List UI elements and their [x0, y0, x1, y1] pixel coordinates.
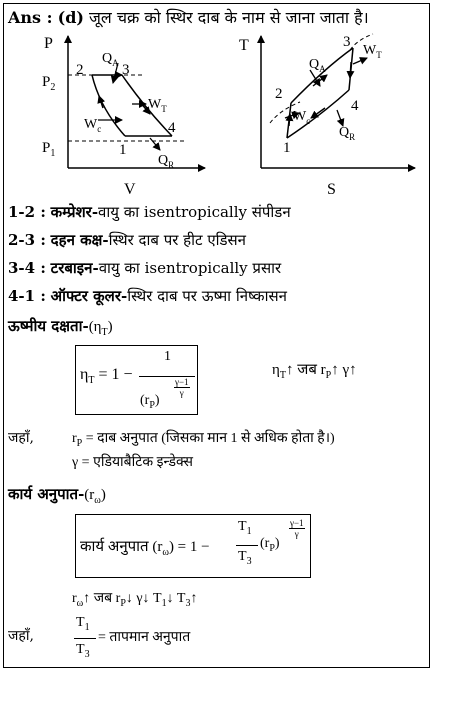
temperature-ratio-denominator: $T_3$ — [76, 642, 90, 660]
ts-label-wt: $W_T$ — [363, 43, 382, 60]
efficiency-denominator: $(r_P)$ — [140, 393, 160, 411]
ts-point-3: 3 — [343, 34, 351, 50]
ts-label-qa: $Q_A$ — [309, 57, 326, 74]
ts-arrow-heat — [313, 75, 327, 86]
work-ratio-lhs: कार्य अनुपात $(r_\omega) = 1$ − — [80, 539, 210, 558]
process-desc: स्थिर दाब पर हीट एडिसन — [108, 231, 246, 249]
work-ratio-denominator: $T_3$ — [238, 549, 252, 567]
temperature-ratio-text: = तापमान अनुपात — [98, 630, 191, 645]
ts-point-2: 2 — [275, 86, 283, 102]
work-ratio-fraction-bar — [236, 545, 258, 546]
answer-prefix: Ans : — [8, 8, 53, 27]
ts-axis-t: T — [239, 37, 249, 54]
ts-label-qr: $Q_R$ — [339, 125, 356, 142]
process-2-3 — [8, 230, 246, 250]
ts-diagram — [225, 28, 430, 200]
pv-label-p2: $P_2$ — [42, 74, 56, 93]
work-ratio-exponent: γ−1 γ — [290, 518, 304, 539]
thermal-efficiency-heading: ऊष्मीय $दक्षता-(\eta_T)$ — [8, 317, 113, 338]
process-4-1 — [8, 286, 287, 306]
process-desc: वायु का isentropically संपीडन — [98, 203, 291, 221]
pv-label-qr: $Q_R$ — [158, 153, 175, 170]
efficiency-exponent: γ−1 γ — [175, 377, 189, 398]
pv-point-4: 4 — [168, 120, 176, 136]
ts-arrow-expand — [350, 62, 351, 78]
process-label: 3-4 : — [8, 259, 46, 277]
process-label: 1-2 : — [8, 203, 46, 221]
pv-axis-v: V — [124, 181, 136, 198]
process-desc: स्थिर दाब पर ऊष्मा निष्कासन — [127, 287, 287, 305]
ts-label-wc: $W_c$ — [293, 109, 311, 126]
temperature-ratio-numerator: $T_1$ — [76, 615, 90, 633]
ts-point-4: 4 — [351, 98, 359, 114]
pv-point-3: 3 — [122, 62, 130, 78]
ts-wt-arrow — [353, 58, 367, 64]
pv-diagram — [0, 28, 220, 200]
efficiency-numerator: 1 — [164, 349, 171, 364]
answer-line — [8, 6, 369, 28]
work-ratio-relation: $r_\omega↑$ जब $r_P↓$ γ↓ $T_1↓$ $T_3↑$ — [72, 591, 198, 609]
ts-axis-s: S — [327, 181, 336, 198]
efficiency-relation: $\eta_T↑$ जब $r_P↑$ γ↑ — [272, 362, 357, 381]
process-desc: वायु का isentropically प्रसार — [98, 259, 282, 277]
process-name: टरबाइन- — [50, 259, 99, 277]
answer-text: जूल चक्र को स्थिर दाब के नाम से जाना जाता है। — [89, 8, 369, 27]
pv-axis-p: P — [44, 35, 53, 52]
process-label: 4-1 : — [8, 287, 46, 305]
work-ratio-rp: $(r_P)$ — [260, 536, 280, 554]
pv-point-2: 2 — [76, 62, 84, 78]
process-label: 2-3 : — [8, 231, 46, 249]
process-name: ऑफ्टर कूलर- — [50, 287, 128, 305]
work-ratio-heading: कार्य $अनुपात-(r_\omega)$ — [8, 485, 106, 506]
where-label-1: जहाँ, — [8, 430, 34, 446]
process-name: दहन कक्ष- — [50, 231, 109, 249]
pv-label-wc: $W_c$ — [84, 117, 102, 134]
ts-point-1: 1 — [283, 140, 291, 156]
pv-label-p1: $P_1$ — [42, 140, 56, 159]
process-name: कम्प्रेशर- — [50, 203, 99, 221]
process-3-4 — [8, 258, 281, 278]
where-rp-definition: $r_P$ = दाब अनुपात (जिसका मान 1 से अधिक होता है।) — [72, 431, 335, 449]
ts-qr-arrow — [337, 110, 343, 126]
pv-label-wt: $W_T$ — [148, 97, 167, 114]
work-ratio-numerator: $T_1$ — [238, 519, 252, 537]
answer-option: (d) — [57, 8, 84, 27]
where-gamma-definition: γ = एडियाबैटिक इन्डेक्स — [72, 455, 193, 470]
efficiency-lhs: $\eta_T = 1$ − — [80, 366, 133, 386]
temperature-ratio-bar — [74, 638, 96, 639]
where-label-2: जहाँ, — [8, 628, 34, 644]
pv-point-1: 1 — [119, 142, 127, 158]
pv-label-qa: $Q_A$ — [102, 51, 119, 68]
process-1-2 — [8, 202, 291, 222]
pv-qr-arrow — [150, 138, 160, 150]
